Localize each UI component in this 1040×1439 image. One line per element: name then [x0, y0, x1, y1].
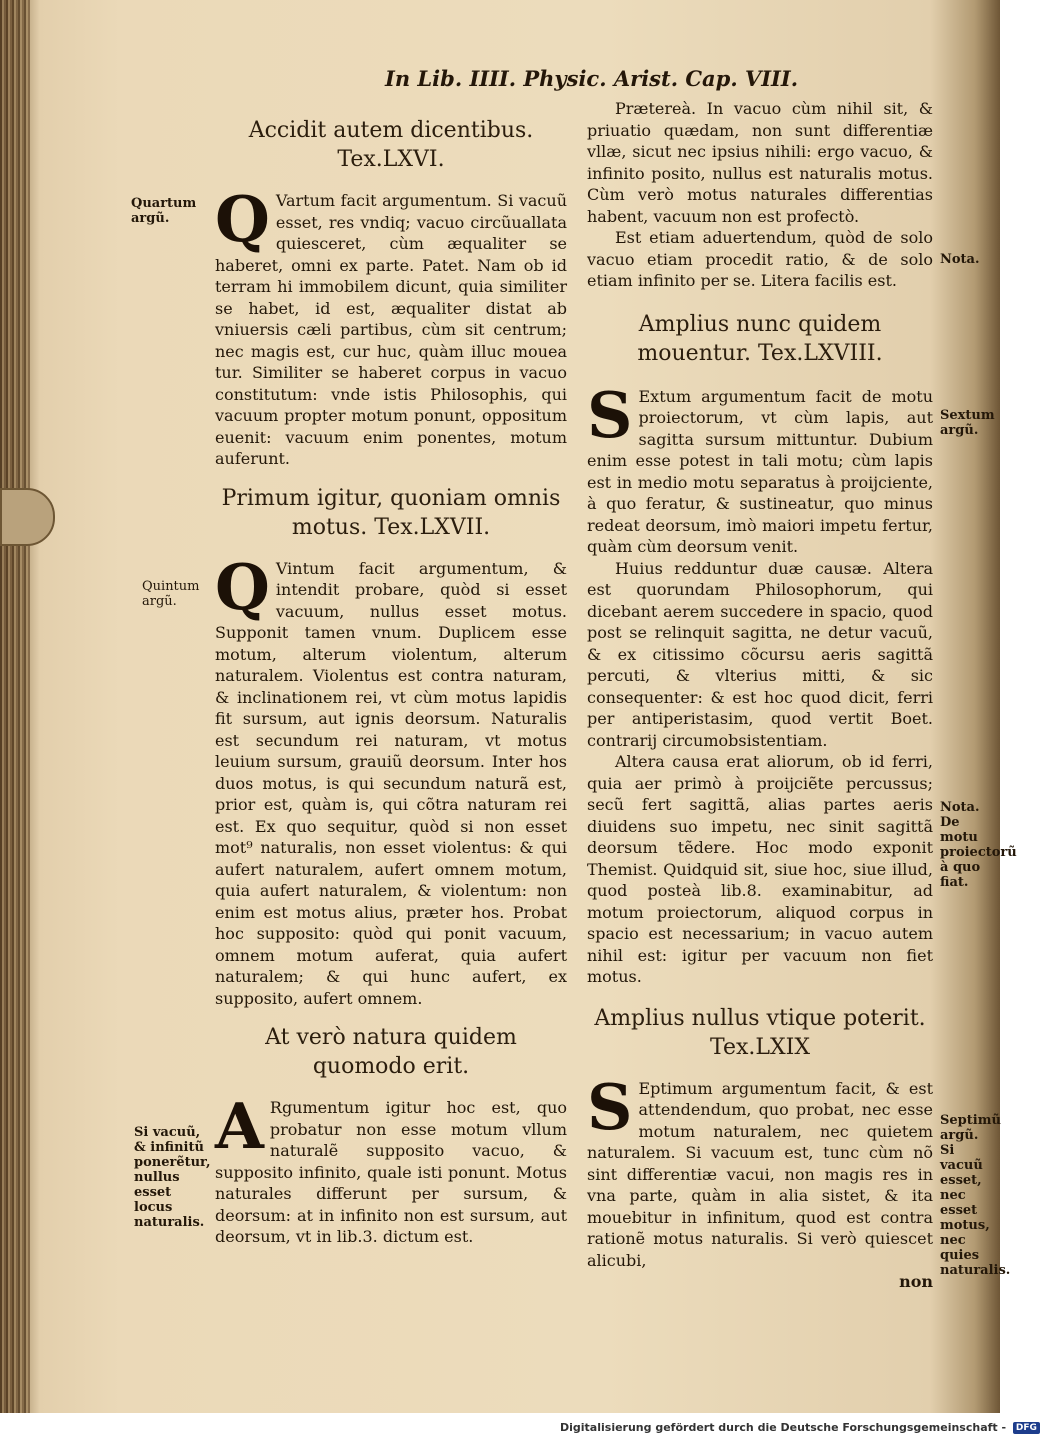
paragraph: Altera causa erat aliorum, ob id ferri, quia aer primò à proijciẽte percussus; secũ fert sagittã, alias partes aeris diuidens suo impetu, nec sinit sagittã deorsum tẽdere. Hoc modo exponit Themist. Quidquid sit, siue hoc, siue illud, quod posteà lib.8. examinabitur, ad motum proiectorum, aliquod corpus in spacio est necessarium; in vacuo autem nihil est: igitur per vacuum non fiet motus. [587, 752, 933, 986]
paragraph: Prӕtereà. In vacuo cùm nihil sit, & priuatio quædam, non sunt differentiæ vllæ, sicut nec ipsius nihili: ergo vacuo, & infinito posito, nullus est naturalis motus. Cùm verò motus naturales differentias habent, vacuum non est profectò. [587, 99, 933, 226]
paragraph [587, 1069, 933, 1272]
drop-cap: S [587, 1069, 633, 1144]
paragraph [215, 182, 567, 470]
paragraph [215, 549, 567, 1010]
drop-cap: Q [215, 182, 270, 256]
paragraph-text: Eptimum argumentum facit, & est attendendum, quo probat, nec esse motum naturalem, nec quietem naturalem. Si vacuum est, tunc cùm nõ sint differentiæ vacui, non magis res in vna parte, quàm in alia sistet, & ita mouebitur in infinitum, quod est contra rationẽ motus naturalis. Si verò quiescet alicubi, [587, 1078, 933, 1270]
margin-note-sextum: Sextum argũ. [940, 408, 995, 438]
section-heading: Accidit autem dicentibus. Tex.LXVI. [248, 118, 534, 172]
margin-note-si-vacuu: Si vacuũ, & infinitũ ponerẽtur, nullus esset locus naturalis. [134, 1125, 211, 1230]
catchword: non [899, 1272, 933, 1291]
paragraph [215, 1089, 567, 1248]
dfg-logo: DFG [1013, 1422, 1040, 1434]
margin-note-septimum: Septimũ argũ. Si vacuũ esset, nec esset motus, nec quies naturalis. [940, 1113, 1011, 1278]
drop-cap: A [215, 1089, 264, 1163]
footer-text: Digitalisierung gefördert durch die Deutsche Forschungsgemeinschaft - [560, 1421, 1007, 1434]
paragraph-text: Vartum facit argumentum. Si vacuũ esset, res vndiq; vacuo circũuallata quiesceret, cùm æqualiter se haberet, omni ex parte. Patet. Nam ob id terram hi immobilem dicunt, quia similiter se habet, id est, æqualiter distat ab vniuersis cæli partibus, cùm sit centrum; nec magis est, cur huc, quàm illuc mouea tur. Similiter se haberet corpus in vacuo constitutum: vnde istis Philosophis, qui vacuum propter motum ponunt, oppositum euenit: vacuum enim ponentes, motum auferunt. [215, 191, 567, 468]
margin-note-nota-2: Nota. De motu proiectorũ à quo fiat. [940, 800, 1017, 890]
book-clasp [0, 488, 55, 546]
paragraph [587, 377, 933, 558]
margin-note-quartum: Quartum argũ. [131, 196, 197, 226]
paragraph: Huius redduntur duæ causæ. Altera est quorundam Philosophorum, qui dicebant aerem succedere in spacio, quod post se relinquit sagitta, ne detur vacuũ, & ex citissimo cõcursu aeris sagittã percuti, & vlterius mitti, & sic consequenter: & est hoc quod dicit, ferri per antiperistasim, quod vertit Boet. contrarij circumobsistentiam. [587, 558, 933, 750]
section-heading: At verò natura quidem quomodo erit. [265, 1025, 517, 1079]
drop-cap: S [587, 377, 633, 452]
margin-note-quintum: Quintum argũ. [142, 579, 200, 609]
paragraph-text: Extum argumentum facit de motu proiectorum, vt cùm lapis, aut sagitta sursum mittuntur. Dubium enim esse potest in tali motu; cùm lapis est in medio motu separatus à proijciente, à quo feratur, & sustineatur, quo minus redeat deorsum, imò maiori impetu fertur, quàm cùm deorsum venit. [587, 386, 933, 556]
section-heading: Amplius nunc quidem mouentur. Tex.LXVIII. [637, 311, 883, 366]
drop-cap: Q [215, 549, 270, 624]
running-head: In Lib. IIII. Physic. Arist. Cap. VIII. [385, 66, 799, 91]
margin-note-nota-1: Nota. [940, 252, 980, 267]
section-heading: Primum igitur, quoniam omnis motus. Tex.LXVII. [221, 485, 561, 540]
paragraph-text: Rgumentum igitur hoc est, quo probatur non esse motum vllum naturalẽ supposito vacuo, & supposito infinito, quale isti ponunt. Motus naturales differunt per sursum, & deorsum: at in infinito non est sursum, aut deorsum, vt in lib.3. dictum est. [215, 1098, 567, 1246]
right-column [587, 98, 933, 1293]
paragraph-text: Vintum facit argumentum, & intendit probare, quòd si esset vacuum, nullus esset motus. Supponit tamen vnum. Duplicem esse motum, alterum violentum, alterum naturalem. Violentus est contra naturam, & inclinationem rei, vt cùm motus lapidis fit sursum, aut ignis deorsum. Naturalis est secundum rei naturam, vt motus leuium sursum, grauiũ deorsum. Inter hos duos motus, is qui secundum naturã est, prior est, quàm is, qui cõtra naturam rei est. Ex quo sequitur, quòd si non esset mot⁹ naturalis, non esset violentus: & qui aufert naturalem, aufert omnem motum, quia aufert naturalem, & violentum: non enim est motus alius, præter hos. Probat hoc supposito: quòd qui ponit vacuum, omnem motum auferat, quia aufert naturalem; & qui hunc aufert, ex supposito, aufert omnem. [215, 558, 567, 1008]
section-heading: Amplius nullus vtique poterit. Tex.LXIX [594, 1005, 926, 1060]
left-column [215, 112, 567, 1248]
paragraph: Est etiam aduertendum, quòd de solo vacuo etiam procedit ratio, & de solo etiam infinito per se. Litera facilis est. [587, 228, 933, 290]
digitization-footer [560, 1421, 1037, 1434]
page-edge [0, 0, 30, 1413]
